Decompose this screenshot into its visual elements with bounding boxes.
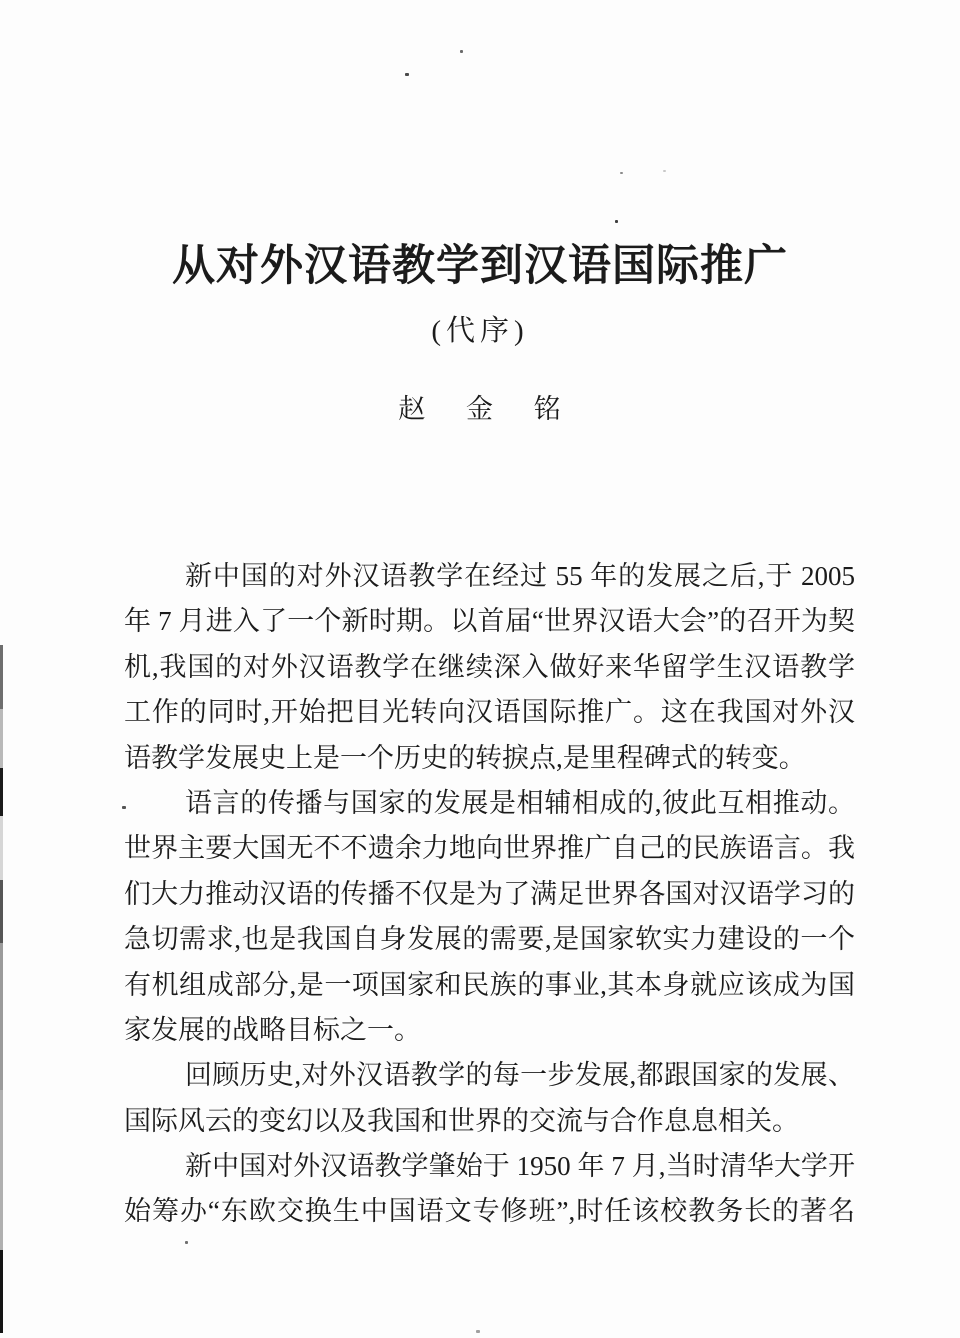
body-line: 新中国对外汉语教学肇始于 1950 年 7 月,当时清华大学开: [185, 1151, 855, 1182]
scan-speck: [476, 1330, 480, 1333]
author-name: 赵 金 铭: [398, 394, 562, 424]
scan-edge-line: [0, 880, 3, 943]
scan-speck: [185, 1241, 188, 1244]
body-line: 机,我国的对外汉语教学在继续深入做好来华留学生汉语教学: [124, 651, 855, 682]
document-title: 从对外汉语教学到汉语国际推广: [172, 243, 788, 290]
scan-speck: [122, 806, 126, 809]
scan-edge-line: [0, 1250, 3, 1333]
scan-speck: [615, 220, 618, 223]
body-line: 语言的传播与国家的发展是相辅相成的,彼此互相推动。: [185, 787, 855, 818]
body-line: 国际风云的变幻以及我国和世界的交流与合作息息相关。: [124, 1105, 799, 1136]
body-line: 世界主要大国无不不遗余力地向世界推广自己的民族语言。我: [124, 833, 855, 864]
scan-edge-line: [0, 943, 3, 1090]
body-line: 工作的同时,开始把目光转向汉语国际推广。这在我国对外汉: [124, 697, 855, 728]
scan-edge-line: [0, 709, 3, 768]
body-line: 有机组成部分,是一项国家和民族的事业,其本身就应该成为国: [124, 969, 855, 1000]
body-line: 们大力推动汉语的传播不仅是为了满足世界各国对汉语学习的: [124, 878, 855, 909]
body-line: 急切需求,也是我国自身发展的需要,是国家软实力建设的一个: [124, 924, 855, 955]
document-subtitle: (代序): [431, 315, 529, 347]
body-line: 年 7 月进入了一个新时期。以首届“世界汉语大会”的召开为契: [124, 606, 855, 637]
scan-speck: [405, 73, 409, 76]
body-line: 家发展的战略目标之一。: [124, 1014, 421, 1045]
body-line: 语教学发展史上是一个历史的转捩点,是里程碑式的转变。: [124, 742, 806, 773]
scan-speck: [620, 172, 623, 174]
scan-edge-line: [0, 768, 3, 816]
scan-edge-line: [0, 816, 3, 880]
body-text: [124, 554, 855, 1235]
body-line: 回顾历史,对外汉语教学的每一步发展,都跟国家的发展、: [185, 1060, 855, 1091]
scan-speck: [663, 170, 666, 172]
scan-speck: [460, 50, 463, 53]
body-line: 始筹办“东欧交换生中国语文专修班”,时任该校教务长的著名: [124, 1196, 855, 1227]
scan-edge-line: [0, 645, 3, 709]
body-line: 新中国的对外汉语教学在经过 55 年的发展之后,于 2005: [185, 561, 855, 591]
scan-edge-line: [0, 1090, 3, 1250]
